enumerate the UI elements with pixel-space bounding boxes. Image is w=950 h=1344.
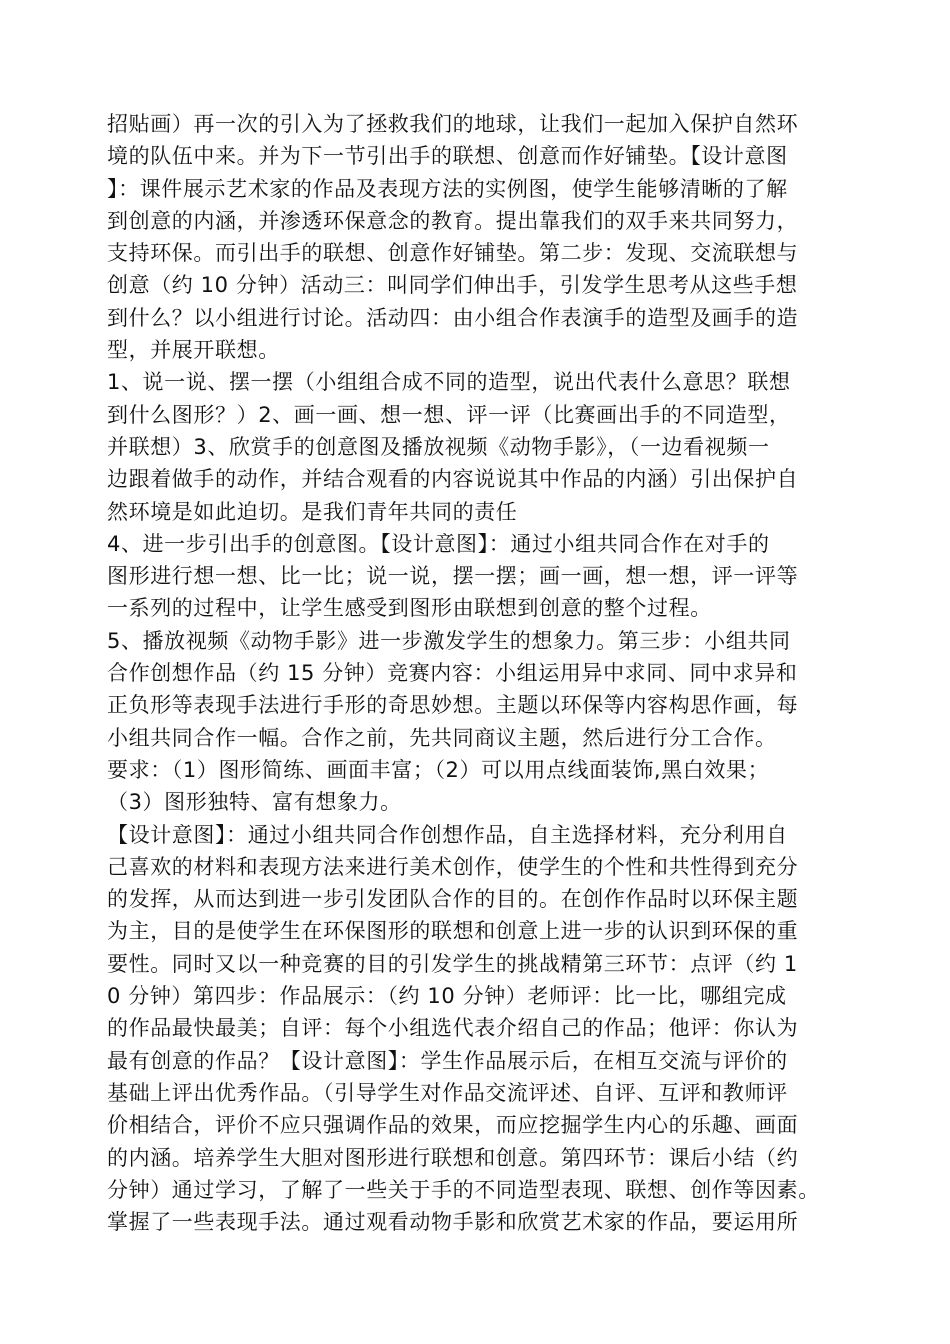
text-line: 创意（约 10 分钟）活动三：叫同学们伸出手，引发学生思考从这些手想 <box>107 273 798 298</box>
text-line: 分钟）通过学习，了解了一些关于手的不同造型表现、联想、创作等因素。 <box>107 1177 820 1202</box>
text-line: 4、进一步引出手的创意图。【设计意图】：通过小组共同合作在对手的 <box>107 531 770 556</box>
text-line: 基础上评出优秀作品。（引导学生对作品交流评述、自评、互评和教师评 <box>107 1080 788 1105</box>
text-line: 0 分钟）第四步：作品展示：（约 10 分钟）老师评：比一比，哪组完成 <box>107 984 787 1009</box>
text-line: 掌握了一些表现手法。通过观看动物手影和欣赏艺术家的作品，要运用所 <box>107 1210 799 1235</box>
document-body <box>107 108 867 1238</box>
text-line: 并联想）3、欣赏手的创意图及播放视频《动物手影》，（一边看视频一 <box>107 434 770 459</box>
text-line: 合作创想作品（约 15 分钟）竞赛内容：小组运用异中求同、同中求异和 <box>107 661 798 686</box>
text-line: 1、说一说、摆一摆（小组组合成不同的造型，说出代表什么意思？联想 <box>107 370 791 395</box>
text-line: 的发挥，从而达到进一步引发团队合作的目的。在创作作品时以环保主题 <box>107 887 799 912</box>
text-line: 到什么？以小组进行讨论。活动四：由小组合作表演手的造型及画手的造 <box>107 305 799 330</box>
text-line: 到什么图形？）2、画一画、想一想、评一评（比赛画出手的不同造型， <box>107 402 791 427</box>
text-line: 境的队伍中来。并为下一节引出手的联想、创意而作好铺垫。【设计意图 <box>107 144 788 169</box>
text-line: 己喜欢的材料和表现方法来进行美术创作，使学生的个性和共性得到充分 <box>107 854 799 879</box>
text-line: 的作品最快最美；自评：每个小组选代表介绍自己的作品；他评：你认为 <box>107 1016 799 1041</box>
text-line: 要性。同时又以一种竞赛的目的引发学生的挑战精第三环节：点评（约 1 <box>107 951 798 976</box>
text-line: 型，并展开联想。 <box>107 338 280 363</box>
text-line: 的内涵。培养学生大胆对图形进行联想和创意。第四环节：课后小结（约 <box>107 1145 799 1170</box>
text-line: 图形进行想一想、比一比；说一说，摆一摆；画一画，想一想，评一评等 <box>107 564 799 589</box>
text-line: 然环境是如此迫切。是我们青年共同的责任 <box>107 499 518 524</box>
text-line: 为主，目的是使学生在环保图形的联想和创意上进一步的认识到环保的重 <box>107 919 799 944</box>
text-line: 要求：（1）图形简练、画面丰富；（2）可以用点线面装饰,黑白效果； <box>107 757 770 782</box>
text-line: 价相结合，评价不应只强调作品的效果，而应挖掘学生内心的乐趣、画面 <box>107 1113 799 1138</box>
text-line: 【设计意图】：通过小组共同合作创想作品，自主选择材料，充分利用自 <box>107 822 788 847</box>
text-line: 小组共同合作一幅。合作之前，先共同商议主题，然后进行分工合作。 <box>107 725 777 750</box>
text-line: （3）图形独特、富有想象力。 <box>107 790 402 815</box>
text-line: 】：课件展示艺术家的作品及表现方法的实例图，使学生能够清晰的了解 <box>107 176 788 201</box>
text-line: 边跟着做手的动作，并结合观看的内容说说其中作品的内涵）引出保护自 <box>107 467 799 492</box>
text-line: 到创意的内涵，并渗透环保意念的教育。提出靠我们的双手来共同努力， <box>107 208 799 233</box>
text-line: 正负形等表现手法进行手形的奇思妙想。主题以环保等内容构思作画，每 <box>107 693 799 718</box>
text-line: 支持环保。而引出手的联想、创意作好铺垫。第二步：发现、交流联想与 <box>107 241 799 266</box>
text-line: 5、播放视频《动物手影》进一步激发学生的想象力。第三步：小组共同 <box>107 628 791 653</box>
text-line: 招贴画）再一次的引入为了拯救我们的地球，让我们一起加入保护自然环 <box>107 112 799 136</box>
text-line: 最有创意的作品？【设计意图】：学生作品展示后，在相互交流与评价的 <box>107 1048 788 1073</box>
text-line: 一系列的过程中，让学生感受到图形由联想到创意的整个过程。 <box>107 596 712 621</box>
